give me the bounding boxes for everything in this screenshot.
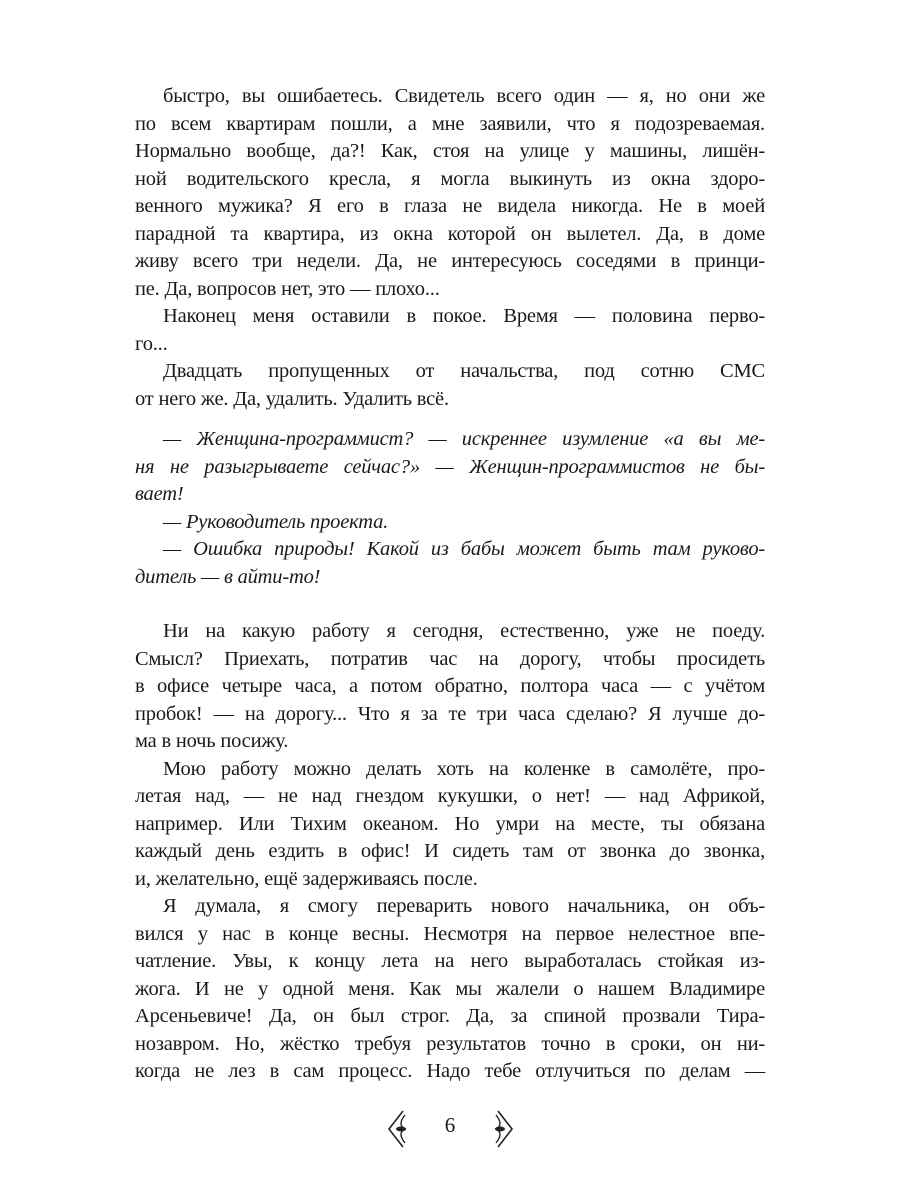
text-line: дитель — в айти-то!	[135, 565, 321, 588]
text-line: парадной та квартира, из окна которой он вылетел. Да, в доме	[135, 222, 765, 245]
text-line: Арсеньевиче! Да, он был строг. Да, за спиной прозвали Тира-	[135, 1005, 765, 1027]
text-line: Ни на какую работу я сегодня, естественно, уже не поеду.	[163, 620, 765, 642]
narrative-section-1	[135, 83, 765, 413]
text-line: чатление. Увы, к концу лета на него выработалась стойкая из-	[135, 950, 765, 972]
text-line: и, желательно, ещё задерживаясь после.	[135, 867, 478, 890]
text-line: Смысл? Приехать, потратив час на дорогу, чтобы просидеть	[135, 647, 765, 670]
text-line: живу всего три недели. Да, не интересуюсь соседями в принци-	[135, 250, 765, 272]
paragraph	[135, 536, 765, 591]
text-line: пробок! — на дорогу... Что я за те три часа сделаю? Я лучше до-	[135, 702, 765, 725]
text-line: — Ошибка природы! Какой из бабы может быть там руково-	[163, 538, 765, 560]
text-line: когда не лез в сам процесс. Надо тебе отлучиться по делам —	[135, 1060, 765, 1082]
text-line: Наконец меня оставили в покое. Время — половина перво-	[163, 305, 765, 327]
text-line: венного мужика? Я его в глаза не видела никогда. Не в моей	[135, 195, 765, 217]
paragraph	[135, 426, 765, 509]
paragraph	[135, 358, 765, 413]
ornament-right-icon	[482, 1107, 516, 1151]
text-line: нозавром. Но, жёстко требуя результатов точно в сроки, он ни-	[135, 1032, 765, 1055]
text-line: каждый день ездить в офис! И сидеть там от звонка до звонка,	[135, 840, 765, 862]
text-line: вился у нас в конце весны. Несмотря на первое нелестное впе-	[135, 922, 765, 945]
paragraph	[135, 756, 765, 894]
text-line: от него же. Да, удалить. Удалить всё.	[135, 387, 449, 410]
text-line: ной водительского кресла, я могла выкинуть из окна здоро-	[135, 167, 765, 190]
text-line: пе. Да, вопросов нет, это — плохо...	[135, 277, 440, 300]
text-line: Я думала, я смогу переварить нового начальника, он объ-	[163, 895, 765, 917]
paragraph	[135, 893, 765, 1086]
text-line: вает!	[135, 483, 184, 505]
page-body	[135, 83, 765, 1086]
paragraph	[135, 618, 765, 756]
text-line: — Руководитель проекта.	[163, 510, 389, 533]
text-line: ня не разыгрываете сейчас?» — Женщин-программистов не бы-	[135, 455, 765, 478]
text-line: по всем квартирам пошли, а мне заявили, что я подозреваемая.	[135, 112, 765, 135]
page-footer	[0, 1105, 900, 1155]
text-line: летая над, — не над гнездом кукушки, о нет! — над Африкой,	[135, 785, 765, 807]
text-line: — Женщина-программист? — искреннее изумление «а вы ме-	[163, 428, 765, 450]
page-number: 6	[444, 1113, 456, 1137]
text-line: в офисе четыре часа, а потом обратно, полтора часа — с учётом	[135, 675, 765, 697]
text-line: например. Или Тихим океаном. Но умри на месте, ты обязана	[135, 812, 765, 835]
paragraph	[135, 303, 765, 358]
text-line: ма в ночь посижу.	[135, 730, 289, 752]
text-line: жога. И не у одной меня. Как мы жалели о нашем Владимире	[135, 977, 765, 1000]
italic-dialogue-section	[135, 426, 765, 591]
narrative-section-2	[135, 618, 765, 1086]
ornament-left-icon	[385, 1107, 419, 1151]
paragraph	[135, 509, 765, 537]
text-line: Нормально вообще, да?! Как, стоя на улице у машины, лишён-	[135, 140, 765, 162]
text-line: быстро, вы ошибаетесь. Свидетель всего один — я, но они же	[163, 85, 765, 107]
paragraph	[135, 83, 765, 303]
text-line: Двадцать пропущенных от начальства, под сотню СМС	[163, 360, 765, 382]
text-line: го...	[135, 332, 168, 355]
text-line: Мою работу можно делать хоть на коленке в самолёте, про-	[163, 757, 765, 780]
